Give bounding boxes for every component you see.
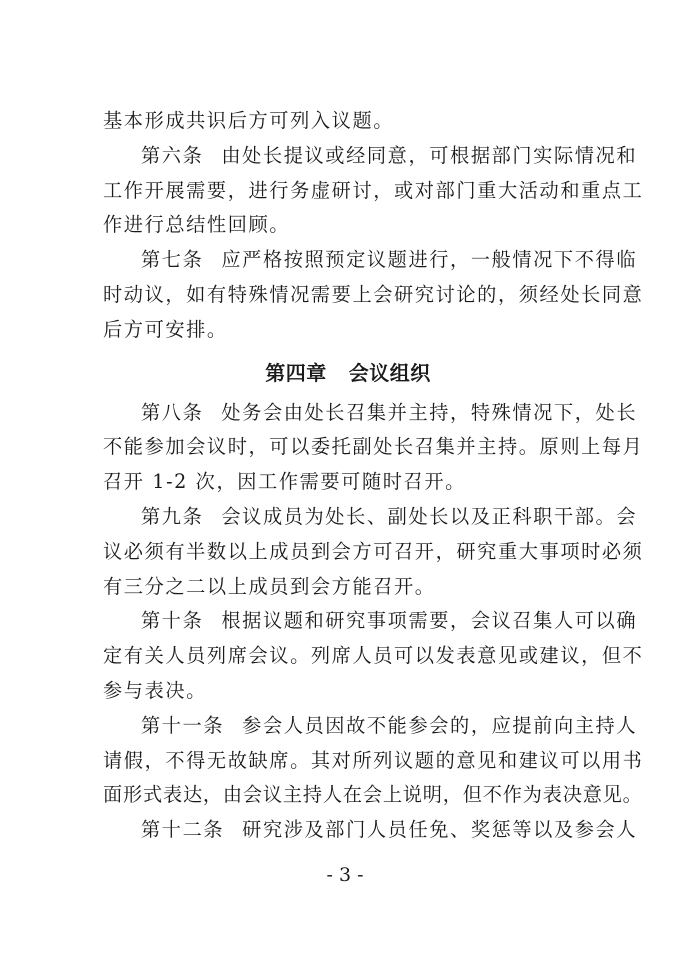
article-7-line-1 [103,243,638,278]
article-9-line-3: 有三分之二以上成员到会方能召开。 [103,574,436,598]
page-number: - 3 - [326,864,364,886]
chapter-number: 第四章 [265,360,327,385]
article-10-line-1 [103,604,638,639]
article-12-line-1 [103,813,638,848]
article-6-number: 第六条 [141,143,204,167]
article-6-line-1 [103,139,638,174]
article-11-number: 第十一条 [141,713,225,737]
article-10-line-3: 参与表决。 [103,678,207,702]
article-9-line-1 [103,500,638,535]
article-9-line-2: 议必须有半数以上成员到会方可召开，研究重大事项时必须 [103,539,644,563]
article-7-line-3: 后方可安排。 [103,317,228,341]
article-10-line-2: 定有关人员列席会议。列席人员可以发表意见或建议，但不 [103,644,644,668]
article-11-line-3: 面形式表达，由会议主持人在会上说明，但不作为表决意见。 [103,783,643,807]
article-7-number: 第七条 [141,248,204,272]
article-6-line-2: 工作开展需要，进行务虚研讨，或对部门重大活动和重点工 [103,178,644,202]
article-12-text: 研究涉及部门人员任免、奖惩等以及参会人 [242,818,638,842]
article-11-line-2: 请假，不得无故缺席。其对所列议题的意见和建议可以用书 [103,748,644,772]
article-11-line-1 [103,709,638,744]
article-9-text: 会议成员为处长、副处长以及正科职干部。会 [221,504,638,528]
article-12-number: 第十二条 [141,818,225,842]
article-8-line-1 [103,396,638,431]
article-8-text: 处务会由处长召集并主持，特殊情况下，处长 [221,400,638,424]
article-8-line-2: 不能参加会议时，可以委托副处长召集并主持。原则上每月 [103,435,644,459]
paragraph-continuation: 基本形成共识后方可列入议题。 [103,109,395,132]
article-10-number: 第十条 [141,609,204,633]
chapter-heading [103,350,593,396]
document-body [103,104,644,848]
chapter-title: 会议组织 [348,360,431,385]
article-11-text: 参会人员因故不能参会的，应提前向主持人 [242,713,638,737]
article-6-line-3: 作进行总结性回顾。 [103,213,291,237]
article-10-text: 根据议题和研究事项需要，会议召集人可以确 [221,609,638,633]
article-8-number: 第八条 [141,400,204,424]
article-7-text: 应严格按照预定议题进行，一般情况下不得临 [221,248,638,272]
article-7-line-2: 时动议，如有特殊情况需要上会研究讨论的，须经处长同意 [103,282,644,306]
article-9-number: 第九条 [141,504,204,528]
article-8-line-3: 召开 1-2 次，因工作需要可随时召开。 [103,470,466,494]
article-6-text: 由处长提议或经同意，可根据部门实际情况和 [221,143,638,167]
